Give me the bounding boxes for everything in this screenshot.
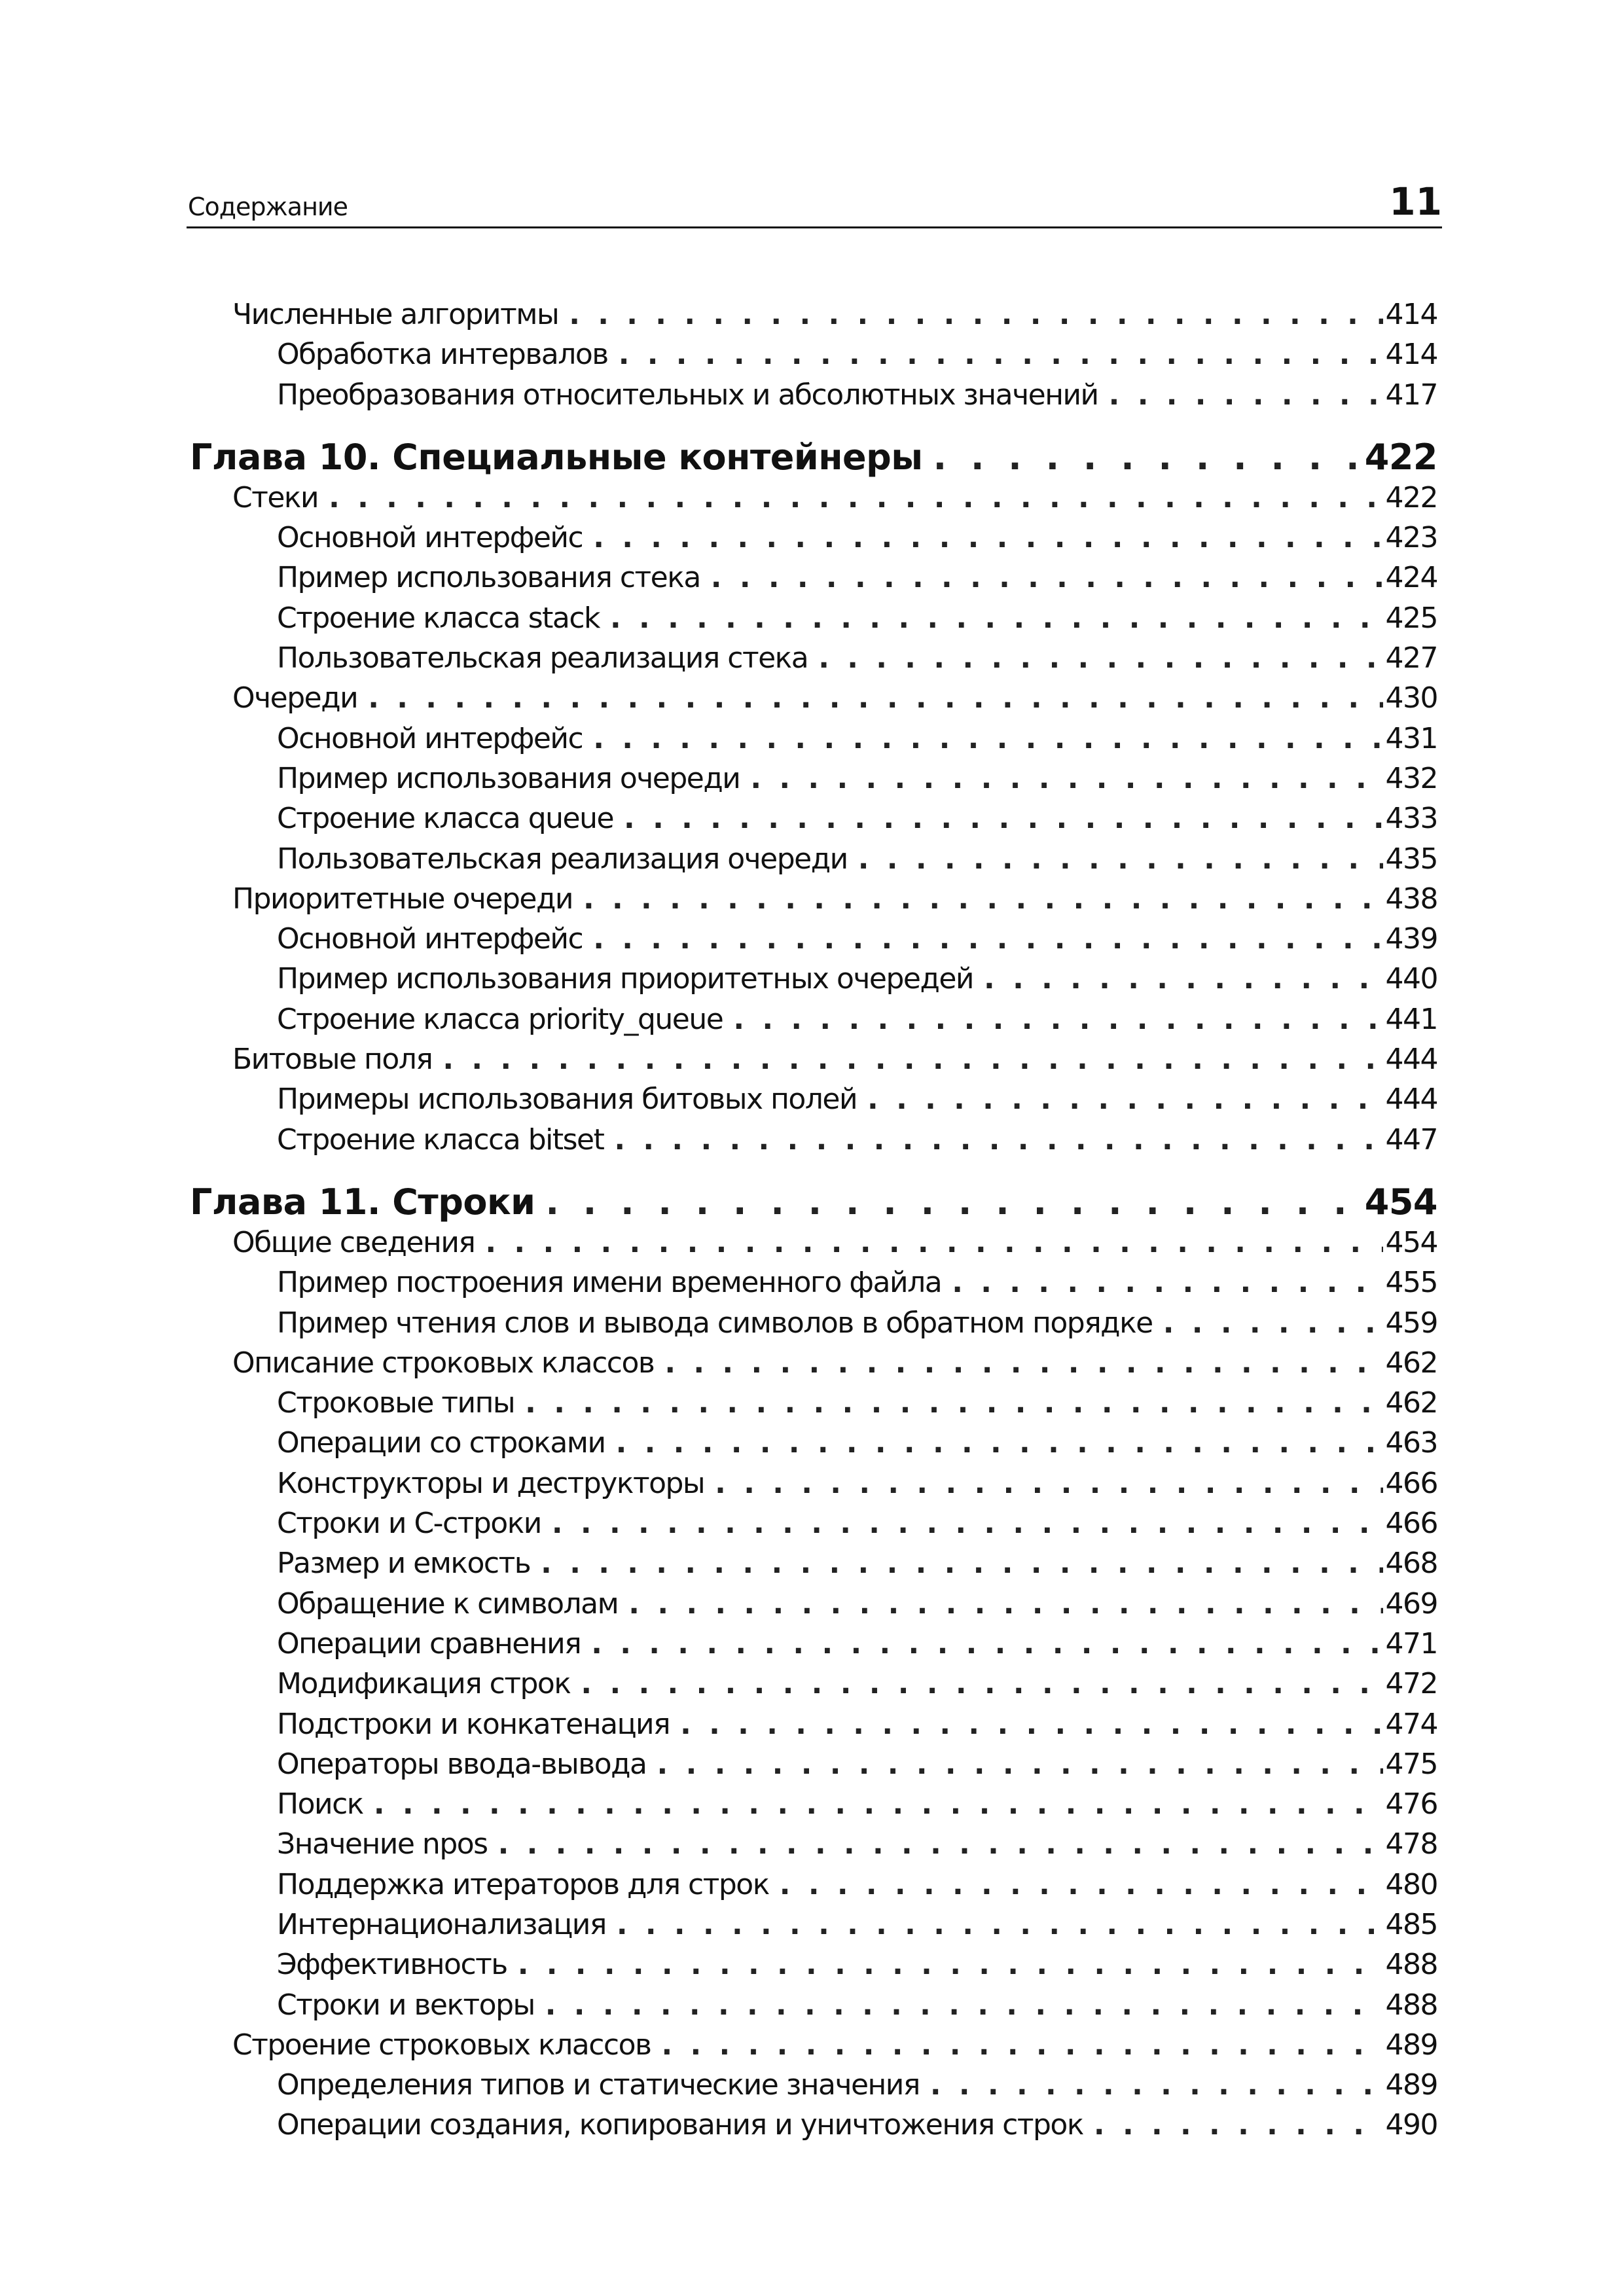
running-title: Содержание [188, 192, 348, 221]
toc-entry-row [190, 641, 1437, 681]
toc-entry-row [190, 882, 1437, 922]
toc-entry-title: Численные алгоритмы [232, 298, 559, 331]
toc-entry-page: 480 [1385, 1867, 1437, 1901]
toc-entry-row [190, 681, 1437, 721]
toc-entry-title: Стеки [232, 480, 319, 514]
table-of-contents [190, 298, 1437, 2149]
dot-leader [545, 1988, 1383, 2022]
toc-entry-page: 441 [1385, 1002, 1437, 1036]
dot-leader [1109, 378, 1383, 412]
toc-entry-row [190, 1988, 1437, 2028]
toc-entry-page: 471 [1385, 1626, 1437, 1660]
toc-entry-row [190, 922, 1437, 962]
dot-leader [818, 641, 1382, 675]
toc-entry-page: 462 [1385, 1386, 1437, 1420]
toc-entry-row [190, 481, 1437, 521]
toc-entry-page: 469 [1385, 1587, 1437, 1621]
toc-entry-row [190, 378, 1437, 418]
toc-entry-row [190, 762, 1437, 802]
dot-leader [624, 802, 1382, 835]
toc-entry-page: 439 [1385, 922, 1437, 956]
toc-entry-page: 430 [1385, 681, 1437, 715]
toc-entry-title: Пользовательская реализация стека [277, 641, 808, 675]
toc-entry-title: Строение класса priority_queue [277, 1002, 723, 1036]
toc-entry-title: Операции создания, копирования и уничтожения строк [277, 2108, 1083, 2142]
dot-leader [591, 1627, 1382, 1660]
toc-entry-page: 423 [1385, 521, 1437, 555]
dot-leader [368, 681, 1382, 715]
toc-entry-page: 489 [1385, 2068, 1437, 2102]
dot-leader [867, 1083, 1382, 1116]
toc-entry-row [190, 1748, 1437, 1787]
toc-entry-title: Глава 10. Специальные контейнеры [190, 436, 923, 478]
toc-entry-row [190, 1507, 1437, 1547]
dot-leader [485, 1226, 1382, 1259]
dot-leader [680, 1708, 1382, 1741]
dot-leader [614, 1123, 1382, 1157]
toc-entry-row [190, 1547, 1437, 1587]
dot-leader [569, 298, 1382, 331]
dot-leader [733, 1003, 1382, 1036]
toc-entry-page: 459 [1385, 1306, 1437, 1340]
toc-entry-row [190, 1226, 1437, 1266]
toc-entry-page: 424 [1385, 561, 1437, 595]
toc-entry-title: Основной интерфейс [277, 521, 583, 555]
toc-entry-page: 438 [1385, 882, 1437, 916]
dot-leader [617, 1908, 1383, 1941]
toc-entry-title: Пример использования очереди [277, 761, 740, 795]
dot-leader [583, 882, 1383, 916]
toc-entry-title: Пример чтения слов и вывода символов в обратном порядке [277, 1306, 1153, 1340]
dot-leader [374, 1787, 1383, 1821]
toc-entry-page: 414 [1385, 338, 1437, 372]
dot-leader [498, 1827, 1383, 1861]
toc-chapter-row [190, 437, 1437, 481]
toc-entry-page: 425 [1385, 601, 1437, 635]
toc-entry-row [190, 1948, 1437, 1988]
toc-entry-page: 454 [1385, 1225, 1437, 1259]
toc-entry-title: Определения типов и статические значения [277, 2068, 920, 2102]
dot-leader [593, 521, 1382, 554]
dot-leader [657, 1748, 1383, 1781]
toc-entry-title: Операции со строками [277, 1426, 605, 1460]
toc-entry-row [190, 1667, 1437, 1707]
toc-entry-title: Основной интерфейс [277, 721, 583, 755]
toc-entry-title: Пример построения имени временного файла [277, 1266, 942, 1300]
toc-entry-title: Поиск [277, 1787, 363, 1821]
dot-leader [933, 437, 1362, 478]
toc-entry-page: 444 [1385, 1083, 1437, 1117]
toc-chapter-row [190, 1181, 1437, 1226]
dot-leader [1094, 2108, 1383, 2142]
toc-entry-row [190, 962, 1437, 1002]
toc-entry-title: Подстроки и конкатенация [277, 1707, 670, 1741]
toc-entry-row [190, 802, 1437, 842]
toc-entry-page: 476 [1385, 1787, 1437, 1821]
toc-entry-title: Обращение к символам [277, 1587, 619, 1621]
toc-entry-page: 478 [1385, 1827, 1437, 1861]
dot-leader [541, 1547, 1382, 1580]
dot-leader [715, 1467, 1382, 1500]
toc-entry-title: Размер и емкость [277, 1547, 531, 1581]
toc-entry-title: Строение класса queue [277, 802, 614, 836]
dot-leader [858, 842, 1383, 876]
toc-entry-page: 474 [1385, 1707, 1437, 1741]
toc-entry-row [190, 1003, 1437, 1043]
dot-leader [984, 962, 1382, 996]
toc-entry-row [190, 298, 1437, 338]
toc-entry-row [190, 338, 1437, 378]
dot-leader [619, 338, 1383, 371]
toc-entry-page: 472 [1385, 1667, 1437, 1701]
dot-leader [518, 1948, 1383, 1981]
toc-entry-title: Пользовательская реализация очереди [277, 842, 848, 876]
toc-entry-row [190, 601, 1437, 641]
toc-entry-row [190, 1908, 1437, 1948]
page-header [187, 175, 1442, 228]
toc-entry-page: 435 [1385, 842, 1437, 876]
toc-entry-row [190, 561, 1437, 601]
dot-leader [952, 1266, 1382, 1299]
toc-entry-title: Основной интерфейс [277, 922, 583, 956]
toc-entry-title: Битовые поля [232, 1043, 433, 1077]
toc-entry-title: Очереди [232, 681, 358, 715]
toc-entry-page: 414 [1385, 298, 1437, 331]
toc-entry-row [190, 1868, 1437, 1908]
dot-leader [750, 762, 1382, 795]
dot-leader [1163, 1306, 1383, 1340]
toc-entry-title: Строение класса bitset [277, 1122, 604, 1157]
toc-entry-page: 447 [1385, 1122, 1437, 1157]
toc-entry-row [190, 1083, 1437, 1122]
toc-entry-title: Конструкторы и деструкторы [277, 1466, 705, 1500]
toc-entry-row [190, 1627, 1437, 1667]
toc-entry-row [190, 1386, 1437, 1426]
toc-entry-page: 427 [1385, 641, 1437, 675]
toc-entry-page: 422 [1385, 480, 1437, 514]
toc-entry-row [190, 2028, 1437, 2068]
dot-leader [711, 561, 1383, 594]
toc-entry-row [190, 1043, 1437, 1083]
toc-entry-title: Строки и векторы [277, 1988, 535, 2022]
toc-entry-title: Преобразования относительных и абсолютных значений [277, 378, 1098, 412]
toc-entry-row [190, 1827, 1437, 1867]
dot-leader [930, 2068, 1383, 2102]
toc-entry-row [190, 521, 1437, 561]
dot-leader [628, 1587, 1382, 1621]
toc-entry-row [190, 1467, 1437, 1507]
dot-leader [593, 922, 1382, 956]
toc-entry-title: Строение строковых классов [232, 2028, 651, 2062]
toc-entry-title: Обработка интервалов [277, 338, 608, 372]
dot-leader [329, 481, 1382, 514]
toc-entry-page: 490 [1385, 2108, 1437, 2142]
dot-leader [581, 1667, 1382, 1700]
toc-entry-row [190, 1708, 1437, 1748]
dot-leader [610, 601, 1383, 635]
toc-entry-row [190, 2108, 1437, 2148]
dot-leader [525, 1386, 1382, 1420]
toc-entry-row [190, 1123, 1437, 1163]
dot-leader [664, 1346, 1382, 1380]
toc-entry-page: 463 [1385, 1426, 1437, 1460]
toc-entry-title: Примеры использования битовых полей [277, 1083, 857, 1117]
toc-entry-row [190, 1346, 1437, 1386]
dot-leader [661, 2028, 1382, 2062]
page-number: 11 [1389, 179, 1442, 224]
toc-entry-page: 431 [1385, 721, 1437, 755]
toc-entry-title: Операторы ввода-вывода [277, 1747, 647, 1781]
toc-entry-title: Строение класса stack [277, 601, 600, 635]
toc-entry-page: 475 [1385, 1747, 1437, 1781]
toc-entry-page: 468 [1385, 1547, 1437, 1581]
toc-entry-title: Эффективность [277, 1948, 507, 1982]
dot-leader [442, 1043, 1382, 1076]
toc-entry-row [190, 1587, 1437, 1627]
toc-entry-page: 488 [1385, 1948, 1437, 1982]
toc-entry-page: 422 [1364, 436, 1437, 478]
dot-leader [616, 1426, 1383, 1460]
toc-entry-title: Интернационализация [277, 1907, 606, 1941]
toc-entry-page: 433 [1385, 802, 1437, 836]
toc-entry-page: 455 [1385, 1266, 1437, 1300]
toc-entry-row [190, 1787, 1437, 1827]
dot-leader [593, 722, 1382, 755]
toc-entry-title: Пример использования приоритетных очередей [277, 962, 974, 996]
toc-entry-page: 488 [1385, 1988, 1437, 2022]
toc-entry-page: 454 [1364, 1181, 1437, 1223]
toc-entry-title: Описание строковых классов [232, 1346, 655, 1380]
toc-entry-page: 432 [1385, 761, 1437, 795]
toc-entry-page: 462 [1385, 1346, 1437, 1380]
toc-entry-title: Модификация строк [277, 1667, 571, 1701]
toc-entry-title: Приоритетные очереди [232, 882, 573, 916]
toc-entry-page: 485 [1385, 1907, 1437, 1941]
dot-leader [545, 1181, 1362, 1223]
toc-entry-page: 444 [1385, 1043, 1437, 1077]
toc-entry-title: Значение npos [277, 1827, 488, 1861]
toc-entry-page: 489 [1385, 2028, 1437, 2062]
toc-entry-page: 466 [1385, 1507, 1437, 1541]
toc-entry-row [190, 842, 1437, 882]
toc-entry-title: Поддержка итераторов для строк [277, 1867, 769, 1901]
toc-entry-title: Операции сравнения [277, 1626, 581, 1660]
toc-entry-page: 440 [1385, 962, 1437, 996]
toc-entry-title: Строковые типы [277, 1386, 515, 1420]
toc-entry-page: 417 [1385, 378, 1437, 412]
toc-entry-row [190, 1266, 1437, 1306]
dot-leader [780, 1868, 1383, 1901]
toc-entry-title: Глава 11. Строки [190, 1181, 535, 1223]
toc-entry-page: 466 [1385, 1466, 1437, 1500]
toc-entry-title: Строки и C-строки [277, 1507, 541, 1541]
toc-entry-title: Пример использования стека [277, 561, 700, 595]
toc-entry-row [190, 722, 1437, 762]
dot-leader [552, 1507, 1383, 1540]
toc-entry-row [190, 1306, 1437, 1346]
toc-entry-row [190, 2068, 1437, 2108]
toc-entry-title: Общие сведения [232, 1225, 475, 1259]
toc-entry-row [190, 1426, 1437, 1466]
